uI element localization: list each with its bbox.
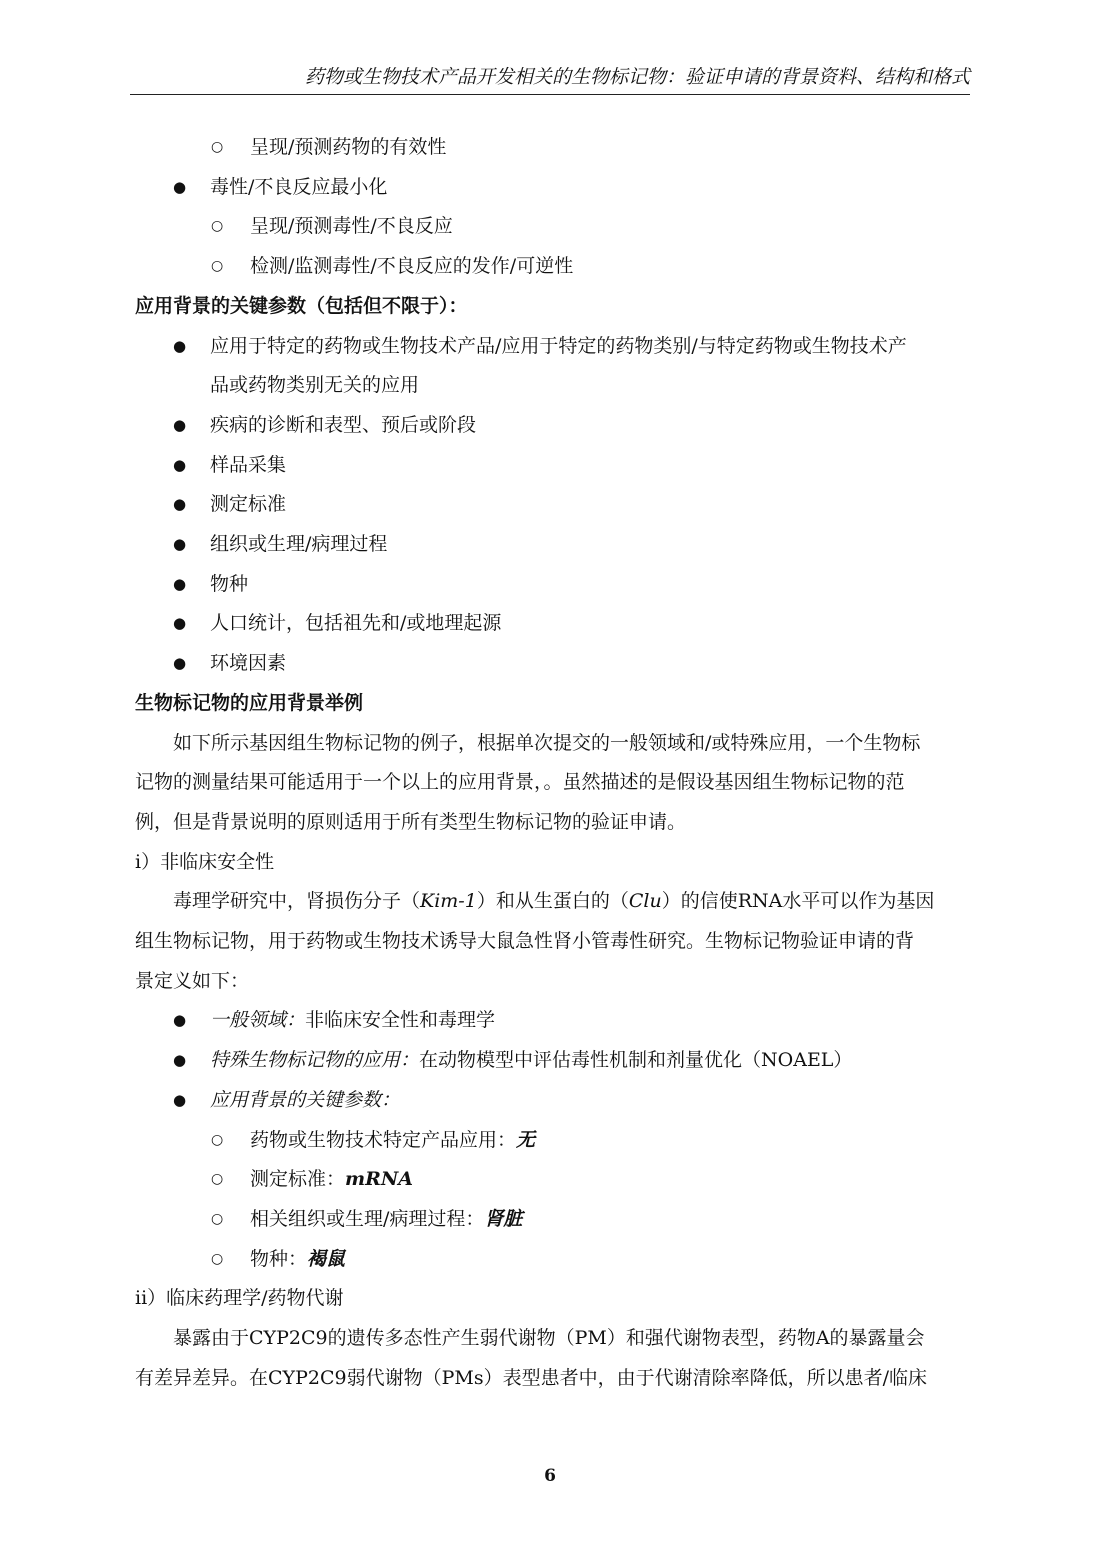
circle-bullet-icon: ○ [211, 1131, 224, 1148]
sub-bullet-item: ○ 呈现/预测药物的有效性 [135, 128, 967, 168]
gene-name: Clu [628, 890, 662, 913]
bullet-icon: ● [173, 455, 187, 474]
bullet-item: ● 环境因素 [135, 644, 967, 684]
bullet-item: ● 一般领域：非临床安全性和毒理学 [135, 1001, 967, 1041]
running-header: 药物或生物技术产品开发相关的生物标记物：验证申请的背景资料、结构和格式 [304, 66, 970, 88]
bullet-item: ● 应用于特定的药物或生物技术产品/应用于特定的药物类别/与特定药物或生物技术产 [135, 327, 967, 367]
sub-bullet-item: ○ 物种：褐鼠 [135, 1240, 967, 1280]
bullet-item: ● 人口统计，包括祖先和/或地理起源 [135, 604, 967, 644]
bullet-item-continuation: 品或药物类别无关的应用 [210, 374, 420, 397]
circle-bullet-icon: ○ [211, 1250, 224, 1267]
bullet-item: ● 测定标准 [135, 485, 967, 525]
sub-bullet-item: ○ 测定标准：mRNA [135, 1160, 967, 1200]
bullet-icon: ● [173, 614, 187, 633]
paragraph-line: 有差异差异。在CYP2C9弱代谢物（PMs）表型患者中，由于代谢清除率降低，所以患者/临床 [135, 1366, 927, 1389]
subsection-label: ii）临床药理学/药物代谢 [135, 1287, 344, 1310]
bullet-icon: ● [173, 177, 187, 196]
circle-bullet-icon: ○ [211, 218, 224, 235]
bullet-icon: ● [173, 654, 187, 673]
bullet-item: ● 组织或生理/病理过程 [135, 525, 967, 565]
bullet-item: ● 疾病的诊断和表型、预后或阶段 [135, 406, 967, 446]
paragraph-line: 如下所示基因组生物标记物的例子，根据单次提交的一般领域和/或特殊应用，一个生物标 [173, 731, 921, 754]
paragraph-line: 毒理学研究中，肾损伤分子（Kim-1）和从生蛋白的（Clu）的信使RNA水平可以作为基因 [173, 890, 935, 913]
paragraph-line: 记物的测量结果可能适用于一个以上的应用背景，。虽然描述的是假设基因组生物标记物的范 [135, 771, 905, 794]
bullet-icon: ● [173, 1011, 187, 1030]
section-heading: 生物标记物的应用背景举例 [135, 691, 364, 714]
bullet-icon: ● [173, 336, 187, 355]
sub-bullet-item: ○ 检测/监测毒性/不良反应的发作/可逆性 [135, 247, 967, 287]
bullet-item: ● 样品采集 [135, 446, 967, 486]
page-body [135, 128, 967, 1399]
paragraph-line: 景定义如下： [135, 969, 250, 992]
gene-name: Kim-1 [420, 890, 477, 913]
circle-bullet-icon: ○ [211, 258, 224, 275]
subsection-label: i）非临床安全性 [135, 850, 275, 873]
bullet-icon: ● [173, 1051, 187, 1070]
bullet-icon: ● [173, 535, 187, 554]
bullet-item: ● 物种 [135, 565, 967, 605]
bullet-icon: ● [173, 415, 187, 434]
paragraph-line: 暴露由于CYP2C9的遗传多态性产生弱代谢物（PM）和强代谢物表型，药物A的暴露量会 [173, 1327, 925, 1350]
header-divider [130, 94, 970, 95]
sub-bullet-item: ○ 呈现/预测毒性/不良反应 [135, 207, 967, 247]
circle-bullet-icon: ○ [211, 1171, 224, 1188]
section-heading: 应用背景的关键参数（包括但不限于）： [135, 294, 468, 317]
circle-bullet-icon: ○ [211, 139, 224, 155]
page-number: 6 [544, 1466, 556, 1486]
circle-bullet-icon: ○ [211, 1210, 224, 1227]
bullet-item: ● 特殊生物标记物的应用：在动物模型中评估毒性机制和剂量优化（NOAEL） [135, 1041, 967, 1081]
sub-bullet-item: ○ 相关组织或生理/病理过程：肾脏 [135, 1200, 967, 1240]
bullet-item: ● 应用背景的关键参数： [135, 1081, 967, 1121]
bullet-icon: ● [173, 1090, 187, 1109]
bullet-icon: ● [173, 574, 187, 593]
bullet-item: ● 毒性/不良反应最小化 [135, 168, 967, 208]
paragraph-line: 组生物标记物，用于药物或生物技术诱导大鼠急性肾小管毒性研究。生物标记物验证申请的背 [135, 930, 915, 953]
sub-bullet-item: ○ 药物或生物技术特定产品应用：无 [135, 1121, 967, 1161]
bullet-icon: ● [173, 495, 187, 514]
paragraph-line: 例，但是背景说明的原则适用于所有类型生物标记物的验证申请。 [135, 810, 687, 833]
